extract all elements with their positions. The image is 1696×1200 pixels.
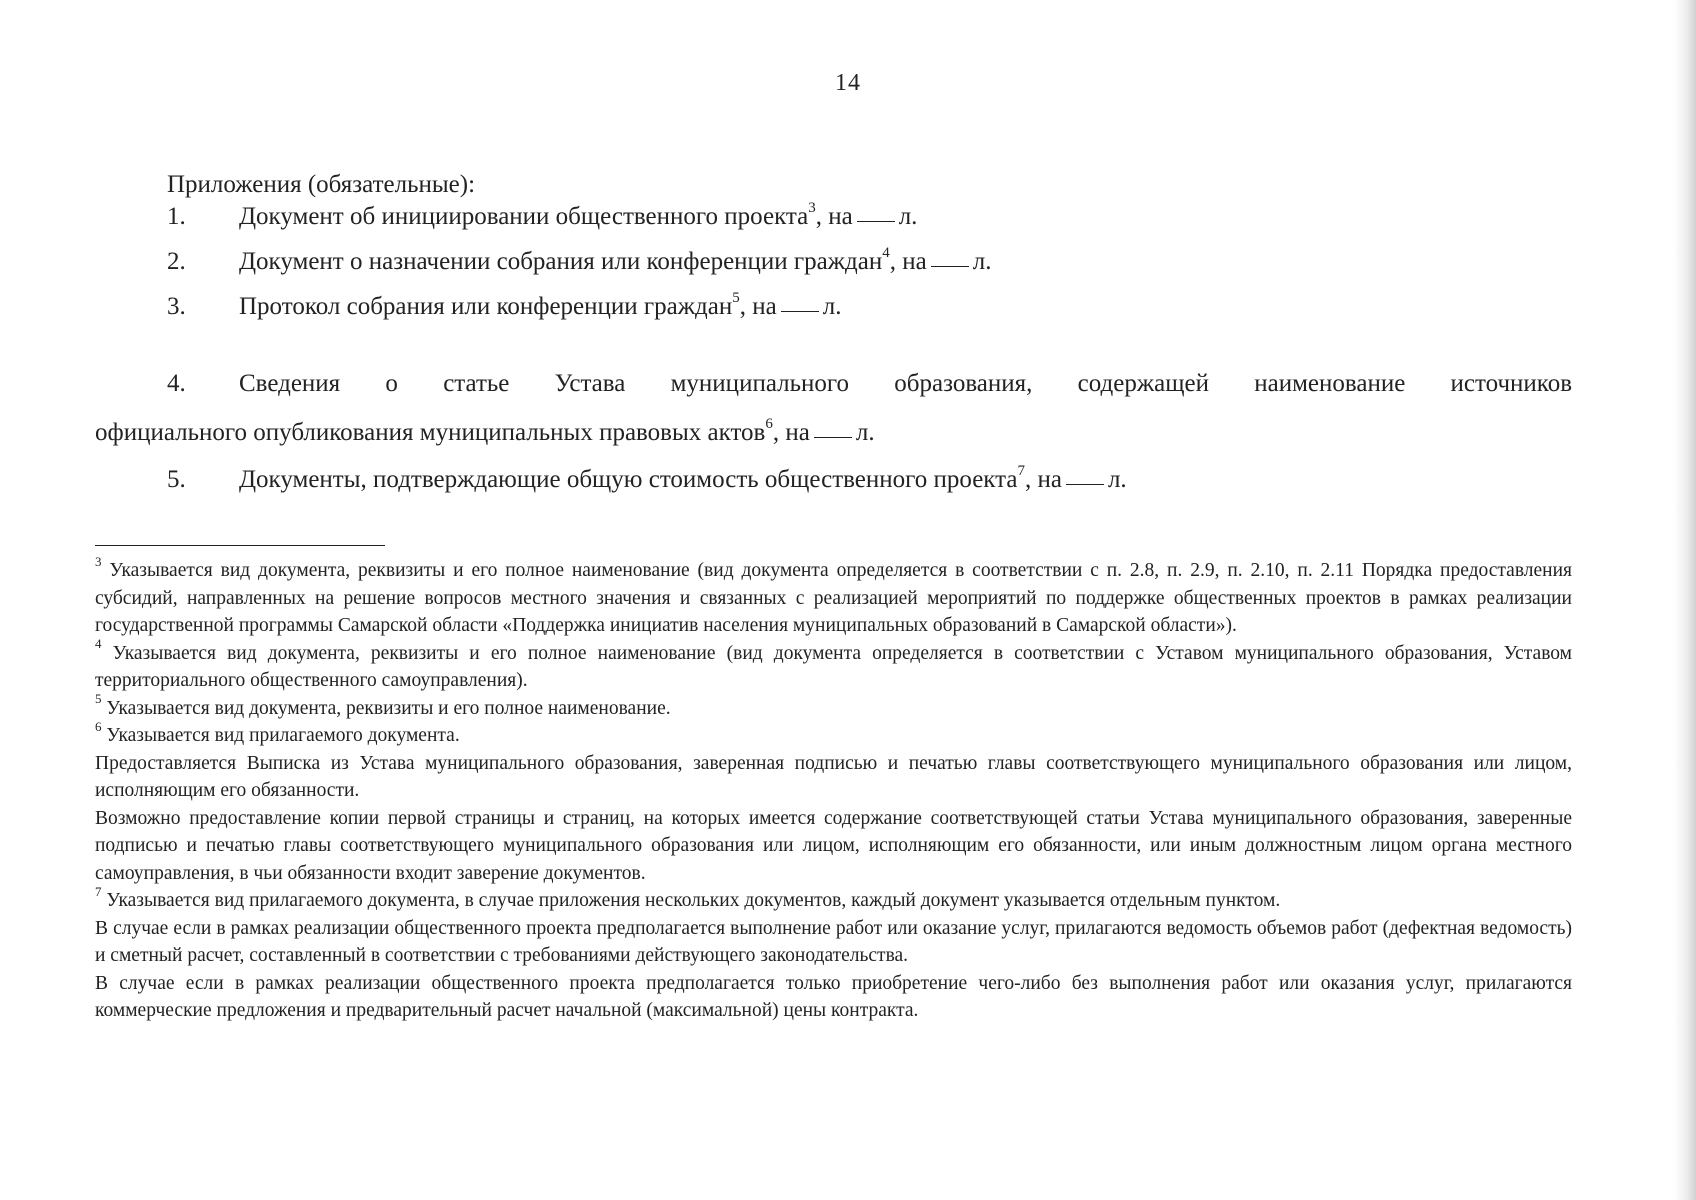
footnote-6-paragraph-2: Возможно предоставление копии первой страницы и страниц, на которых имеется содержание соответствующей статьи Устава муниципального образования, заверенные подписью и печатью главы соответствующего муниципального образования или лицом, исполняющим его обязанности, или иным должностным лицом органа местного самоуправления, в чьи обязанности входит заверение документов. [95, 807, 1572, 884]
sheets-abbrev: л. [972, 248, 992, 275]
footnote-text: Указывается вид документа, реквизиты и его полное наименование. [106, 697, 671, 719]
footnote-6 [95, 718, 1572, 750]
footnote-3 [95, 553, 1572, 640]
footnote-7-paragraph-2: В случае если в рамках реализации общественного проекта предполагается только приобретение чего-либо без выполнения работ или оказания услуг, прилагаются коммерческие предложения и предварительный расчет начальной (максимальной) цены контракта. [95, 972, 1572, 1021]
item-tail: , на [739, 293, 777, 320]
footnote-text: Указывается вид документа, реквизиты и его полное наименование (вид документа определяется в соответствии с п. 2.8, п. 2.9, п. 2.10, п. 2.11 Порядка предоставления субсидий, направленных на решение вопросов местного значения и связанных с реализацией мероприятий по поддержке общественных проектов в рамках реализации государственной программы Самарской области «Поддержка инициатив населения муниципальных образований в Самарской области»). [95, 560, 1572, 636]
footnote-mark: 6 [95, 718, 102, 734]
appendix-item-5 [167, 464, 1127, 496]
page-count-blank [814, 436, 852, 438]
footnote-mark: 3 [95, 553, 102, 569]
footnote-text: Указывается вид документа, реквизиты и его полное наименование (вид документа определяется в соответствии с Уставом муниципального образования, Уставом территориального общественного самоуправления). [95, 642, 1573, 691]
item-tail: , на [1024, 466, 1062, 493]
item-number: 3. [167, 293, 186, 320]
footnote-mark: 7 [95, 883, 102, 899]
footnotes [95, 553, 1573, 1025]
footnote-ref: 3 [808, 199, 816, 216]
item-number: 4. [167, 370, 186, 397]
footnote-4 [95, 636, 1573, 695]
sheets-abbrev: л. [898, 203, 918, 230]
item-tail: , на [889, 248, 927, 275]
footnote-text: Указывается вид прилагаемого документа. [106, 725, 460, 746]
appendix-item-4-continued [95, 417, 875, 449]
sheets-abbrev: л. [1107, 466, 1127, 493]
footnote-ref: 7 [1017, 462, 1025, 479]
page-count-blank [781, 310, 819, 312]
footnote-ref: 6 [765, 415, 773, 432]
page-edge-shadow [1674, 0, 1696, 1200]
item-number: 5. [167, 466, 186, 493]
appendix-item-2 [167, 246, 991, 278]
item-text: Документ о назначении собрания или конференции граждан [239, 248, 883, 275]
item-tail: , на [772, 419, 810, 446]
item-text-line2: официального опубликования муниципальных правовых актов [95, 419, 766, 446]
page-count-blank [931, 265, 969, 267]
appendix-item-4 [167, 368, 1572, 400]
footnote-7 [95, 883, 1572, 915]
item-text: Документы, подтверждающие общую стоимость общественного проекта [239, 466, 1018, 493]
appendix-item-1 [167, 201, 917, 233]
footnote-7-paragraph-1: В случае если в рамках реализации общественного проекта предполагается выполнение работ или оказание услуг, прилагаются ведомость объемов работ (дефектная ведомость) и сметный расчет, составленный в соответствии с требованиями действующего законодательства. [95, 917, 1572, 966]
footnote-5 [95, 691, 1572, 723]
appendix-item-3 [167, 291, 841, 323]
item-text-line1: Сведения о статье Устава муниципального образования, содержащей наименование источников [239, 370, 1572, 397]
footnote-ref: 5 [732, 289, 740, 306]
footnote-mark: 5 [95, 691, 102, 706]
item-text: Протокол собрания или конференции граждан [239, 293, 733, 320]
page-number: 14 [835, 70, 861, 96]
page-count-blank [857, 220, 895, 222]
sheets-abbrev: л. [855, 419, 875, 446]
footnote-6-paragraph-1: Предоставляется Выписка из Устава муниципального образования, заверенная подписью и печатью главы соответствующего муниципального образования или лицом, исполняющим его обязанности. [95, 752, 1572, 801]
item-number: 2. [167, 248, 186, 275]
footnote-text: Указывается вид прилагаемого документа, в случае приложения нескольких документов, каждый документ указывается отдельным пунктом. [106, 890, 1281, 911]
footnote-separator [95, 545, 385, 546]
item-text: Документ об инициировании общественного проекта [239, 203, 809, 230]
appendices-heading: Приложения (обязательные): [167, 171, 476, 198]
item-tail: , на [815, 203, 853, 230]
sheets-abbrev: л. [822, 293, 842, 320]
page-count-blank [1066, 483, 1104, 485]
item-number: 1. [167, 203, 186, 230]
footnote-mark: 4 [95, 636, 102, 651]
footnote-ref: 4 [882, 244, 890, 261]
